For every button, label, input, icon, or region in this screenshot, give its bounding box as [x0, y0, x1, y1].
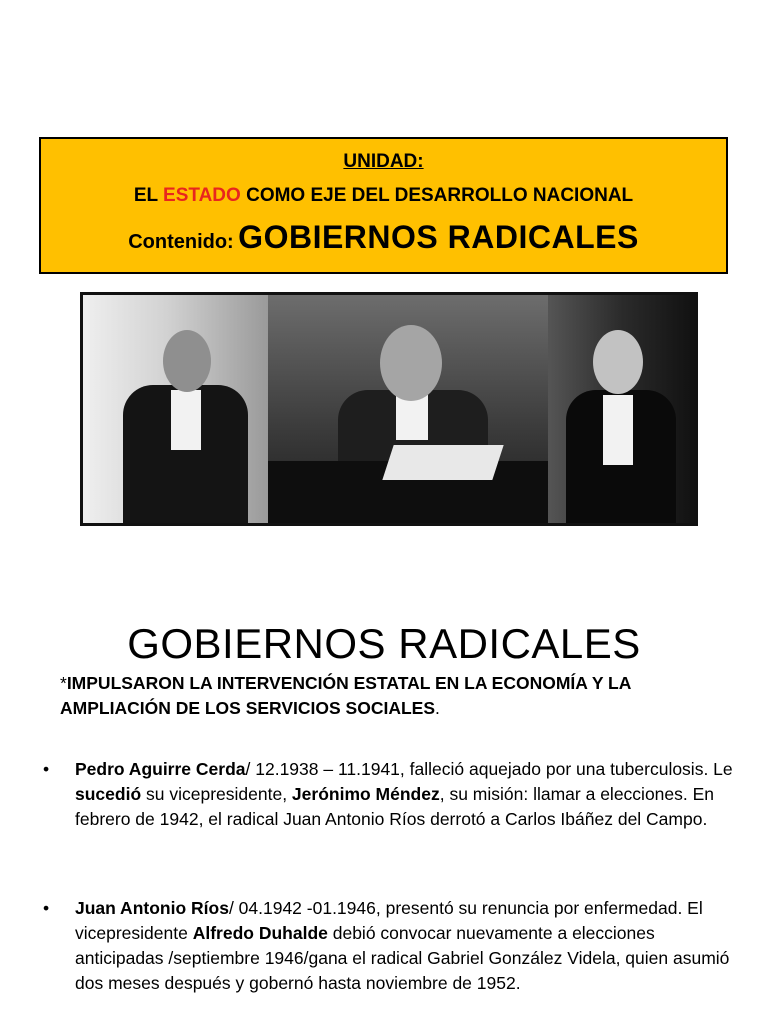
unit-label: UNIDAD: — [343, 151, 424, 172]
bullet-icon: • — [43, 759, 50, 779]
portrait-2 — [268, 295, 548, 523]
unit-title: EL ESTADO COMO EJE DEL DESARROLLO NACIONAL — [133, 185, 634, 206]
bullet-item: • Juan Antonio Ríos/ 04.1942 -01.1946, presentó su renuncia por enfermedad. El vicepresidente Alfredo Duhalde debió convocar nuevamente a elecciones anticipadas /septiembre 1946/gana el radical Gabriel González Videla, quien asumió dos meses después y gobernó hasta noviembre de 1952. — [43, 898, 730, 993]
portrait-strip — [80, 292, 698, 526]
highlight-word: ESTADO — [163, 185, 241, 206]
portrait-1 — [83, 295, 268, 523]
title-box — [39, 137, 728, 274]
portrait-3 — [548, 295, 695, 523]
content-title: Contenido: GOBIERNOS RADICALES — [128, 219, 639, 255]
bullet-icon: • — [43, 898, 50, 918]
section-heading: GOBIERNOS RADICALES — [127, 620, 641, 667]
bullet-item: • Pedro Aguirre Cerda/ 12.1938 – 11.1941, falleció aquejado por una tuberculosis. Le sucedió su vicepresidente, Jerónimo Méndez, su misión: llamar a elecciones. En febrero de 1942, el radical Juan Antonio Ríos derrotó a Carlos Ibáñez del Campo. — [43, 759, 733, 829]
intro-text: *IMPULSARON LA INTERVENCIÓN ESTATAL EN LA ECONOMÍA Y LA AMPLIACIÓN DE LOS SERVICIOS SOCIALES. — [60, 673, 631, 718]
